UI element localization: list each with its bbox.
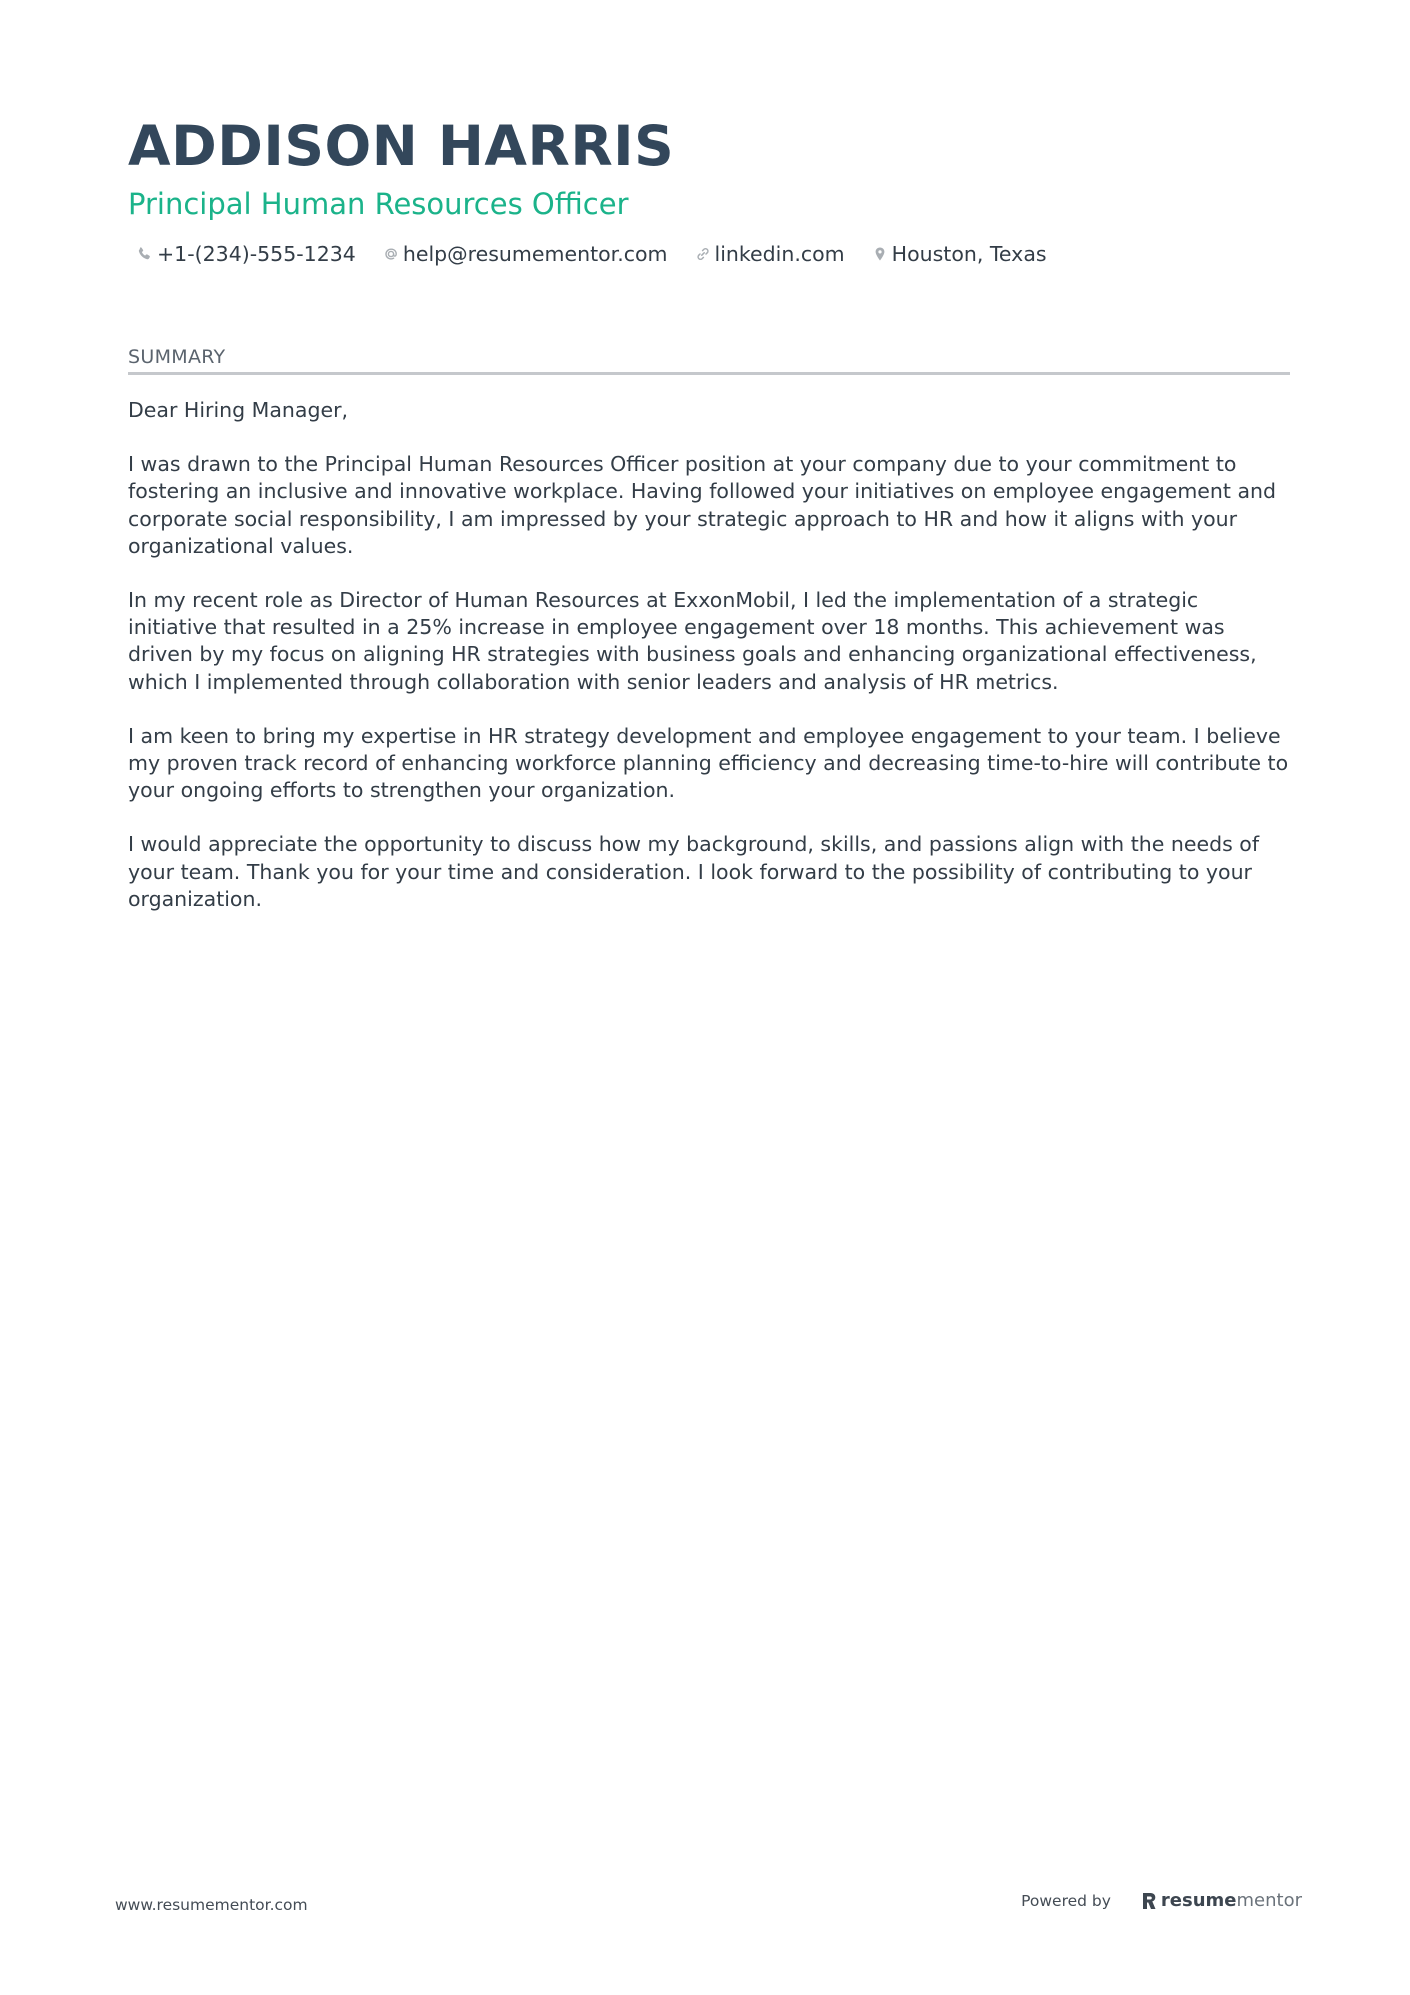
phone-icon [136, 245, 154, 263]
cover-letter-body [128, 397, 1290, 913]
contact-location [871, 242, 1047, 266]
resume-page [128, 110, 1290, 940]
link-icon [694, 245, 712, 263]
paragraph: I was drawn to the Principal Human Resources Officer position at your company due to your commitment to fostering an inclusive and innovative workplace. Having followed your initiatives on employee engagement and corporate social responsibility, I am impressed by your strategic approach to HR and how it aligns with your organizational values. [128, 452, 1277, 558]
candidate-name: ADDISON HARRIS [128, 114, 675, 178]
at-icon [382, 245, 400, 263]
phone-text[interactable]: +1-(234)-555-1234 [157, 242, 356, 266]
contact-phone [136, 242, 356, 266]
email-text[interactable]: help@resumementor.com [402, 242, 668, 266]
location-pin-icon [871, 245, 889, 263]
footer-branding [1021, 1890, 1302, 1911]
summary-heading: SUMMARY [128, 344, 1290, 375]
contact-email [382, 242, 668, 266]
logo-mark-icon [1141, 1891, 1157, 1911]
paragraph: I am keen to bring my expertise in HR strategy development and employee engagement to your team. I believe my proven track record of enhancing workforce planning efficiency and decreasing time-to-hire will contribute to your ongoing efforts to strengthen your organization. [128, 723, 1289, 803]
salutation: Dear Hiring Manager, [128, 398, 349, 422]
contact-bar [128, 242, 1290, 266]
brand-name-light: mentor [1236, 1890, 1302, 1911]
powered-by-label: Powered by [1021, 1891, 1111, 1910]
location-text: Houston, Texas [891, 242, 1047, 266]
contact-linkedin [694, 242, 845, 266]
linkedin-text[interactable]: linkedin.com [714, 242, 845, 266]
footer-website[interactable]: www.resumementor.com [115, 1896, 308, 1914]
brand-name-bold: resume [1160, 1890, 1237, 1911]
paragraph: I would appreciate the opportunity to discuss how my background, skills, and passions align with the needs of your team. Thank you for your time and consideration. I look forward to the possibility of contributing to your organization. [128, 832, 1260, 911]
resumementor-logo[interactable] [1141, 1890, 1302, 1911]
job-title: Principal Human Resources Officer [128, 187, 629, 221]
paragraph: In my recent role as Director of Human Resources at ExxonMobil, I led the implementation of a strategic initiative that resulted in a 25% increase in employee engagement over 18 months. This achievement was driven by my focus on aligning HR strategies with business goals and enhancing organizational effectiveness, which I implemented through collaboration with senior leaders and analysis of HR metrics. [128, 588, 1257, 694]
